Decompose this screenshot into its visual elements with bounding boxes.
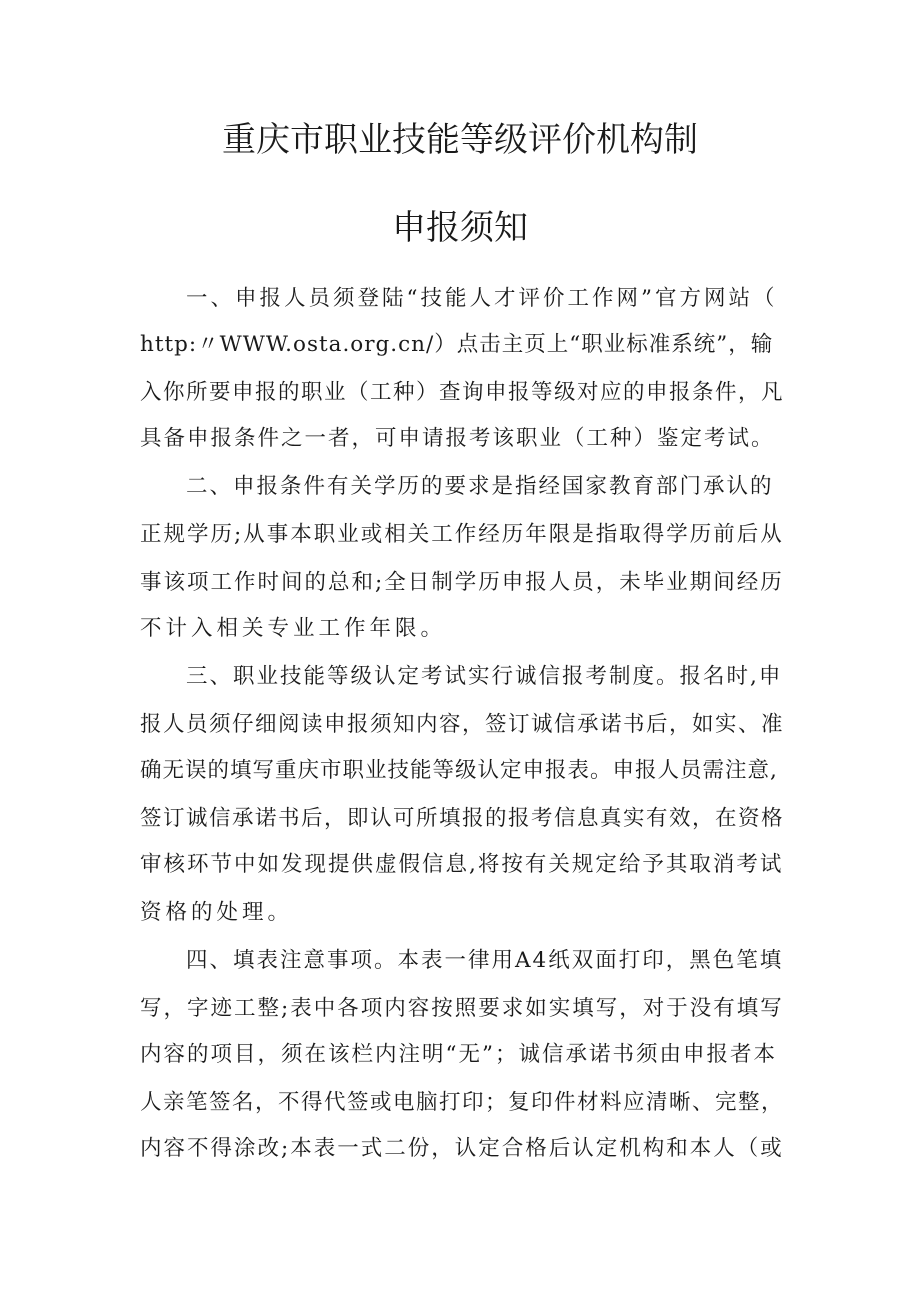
paragraph-line: 内容不得涂改;本表一式二份，认定合格后认定机构和本人（或 <box>140 1136 784 1161</box>
document-subtitle: 申报须知 <box>392 208 528 248</box>
paragraph-line: 三、职业技能等级认定考试实行诚信报考制度。报名时,申 <box>186 664 783 689</box>
paragraph-line: 报人员须仔细阅读申报须知内容，签订诚信承诺书后，如实、准 <box>140 712 785 737</box>
paragraph-line: 写，字迹工整;表中各项内容按照要求如实填写，对于没有填写 <box>140 996 784 1021</box>
paragraph-line: 资格的处理。 <box>140 900 294 925</box>
paragraph-line: 不计入相关专业工作年限。 <box>140 616 447 641</box>
paragraph-line: 一、申报人员须登陆“技能人才评价工作网”官方网站（ <box>186 286 778 311</box>
paragraph-line: 入你所要申报的职业（工种）查询申报等级对应的申报条件，凡 <box>140 380 785 405</box>
paragraph-line: 正规学历;从事本职业或相关工作经历年限是指取得学历前后从 <box>140 522 784 547</box>
paragraph-line: 二、申报条件有关学历的要求是指经国家教育部门承认的 <box>186 474 774 499</box>
paragraph-line: 内容的项目，须在该栏内注明“无”；诚信承诺书须由申报者本 <box>140 1042 777 1067</box>
paragraph-line: 人亲笔签名，不得代签或电脑打印；复印件材料应清晰、完整， <box>140 1090 785 1115</box>
paragraph-line: 四、填表注意事项。本表一律用A4纸双面打印，黑色笔填 <box>186 948 784 973</box>
paragraph-line: 审核环节中如发现提供虚假信息,将按有关规定给予其取消考试 <box>140 852 784 877</box>
paragraph-line: 具备申报条件之一者，可申请报考该职业（工种）鉴定考试。 <box>140 426 775 451</box>
paragraph-line: http:〃WWW.osta.org.cn/）点击主页上“职业标准系统”，输 <box>140 332 774 357</box>
paragraph-line: 事该项工作时间的总和;全日制学历申报人员，未毕业期间经历 <box>140 570 784 595</box>
paragraph-line: 签订诚信承诺书后，即认可所填报的报考信息真实有效，在资格 <box>140 806 785 831</box>
document-title: 重庆市职业技能等级评价机构制 <box>222 120 698 160</box>
paragraph-line: 确无误的填写重庆市职业技能等级认定申报表。申报人员需注意, <box>140 758 778 783</box>
